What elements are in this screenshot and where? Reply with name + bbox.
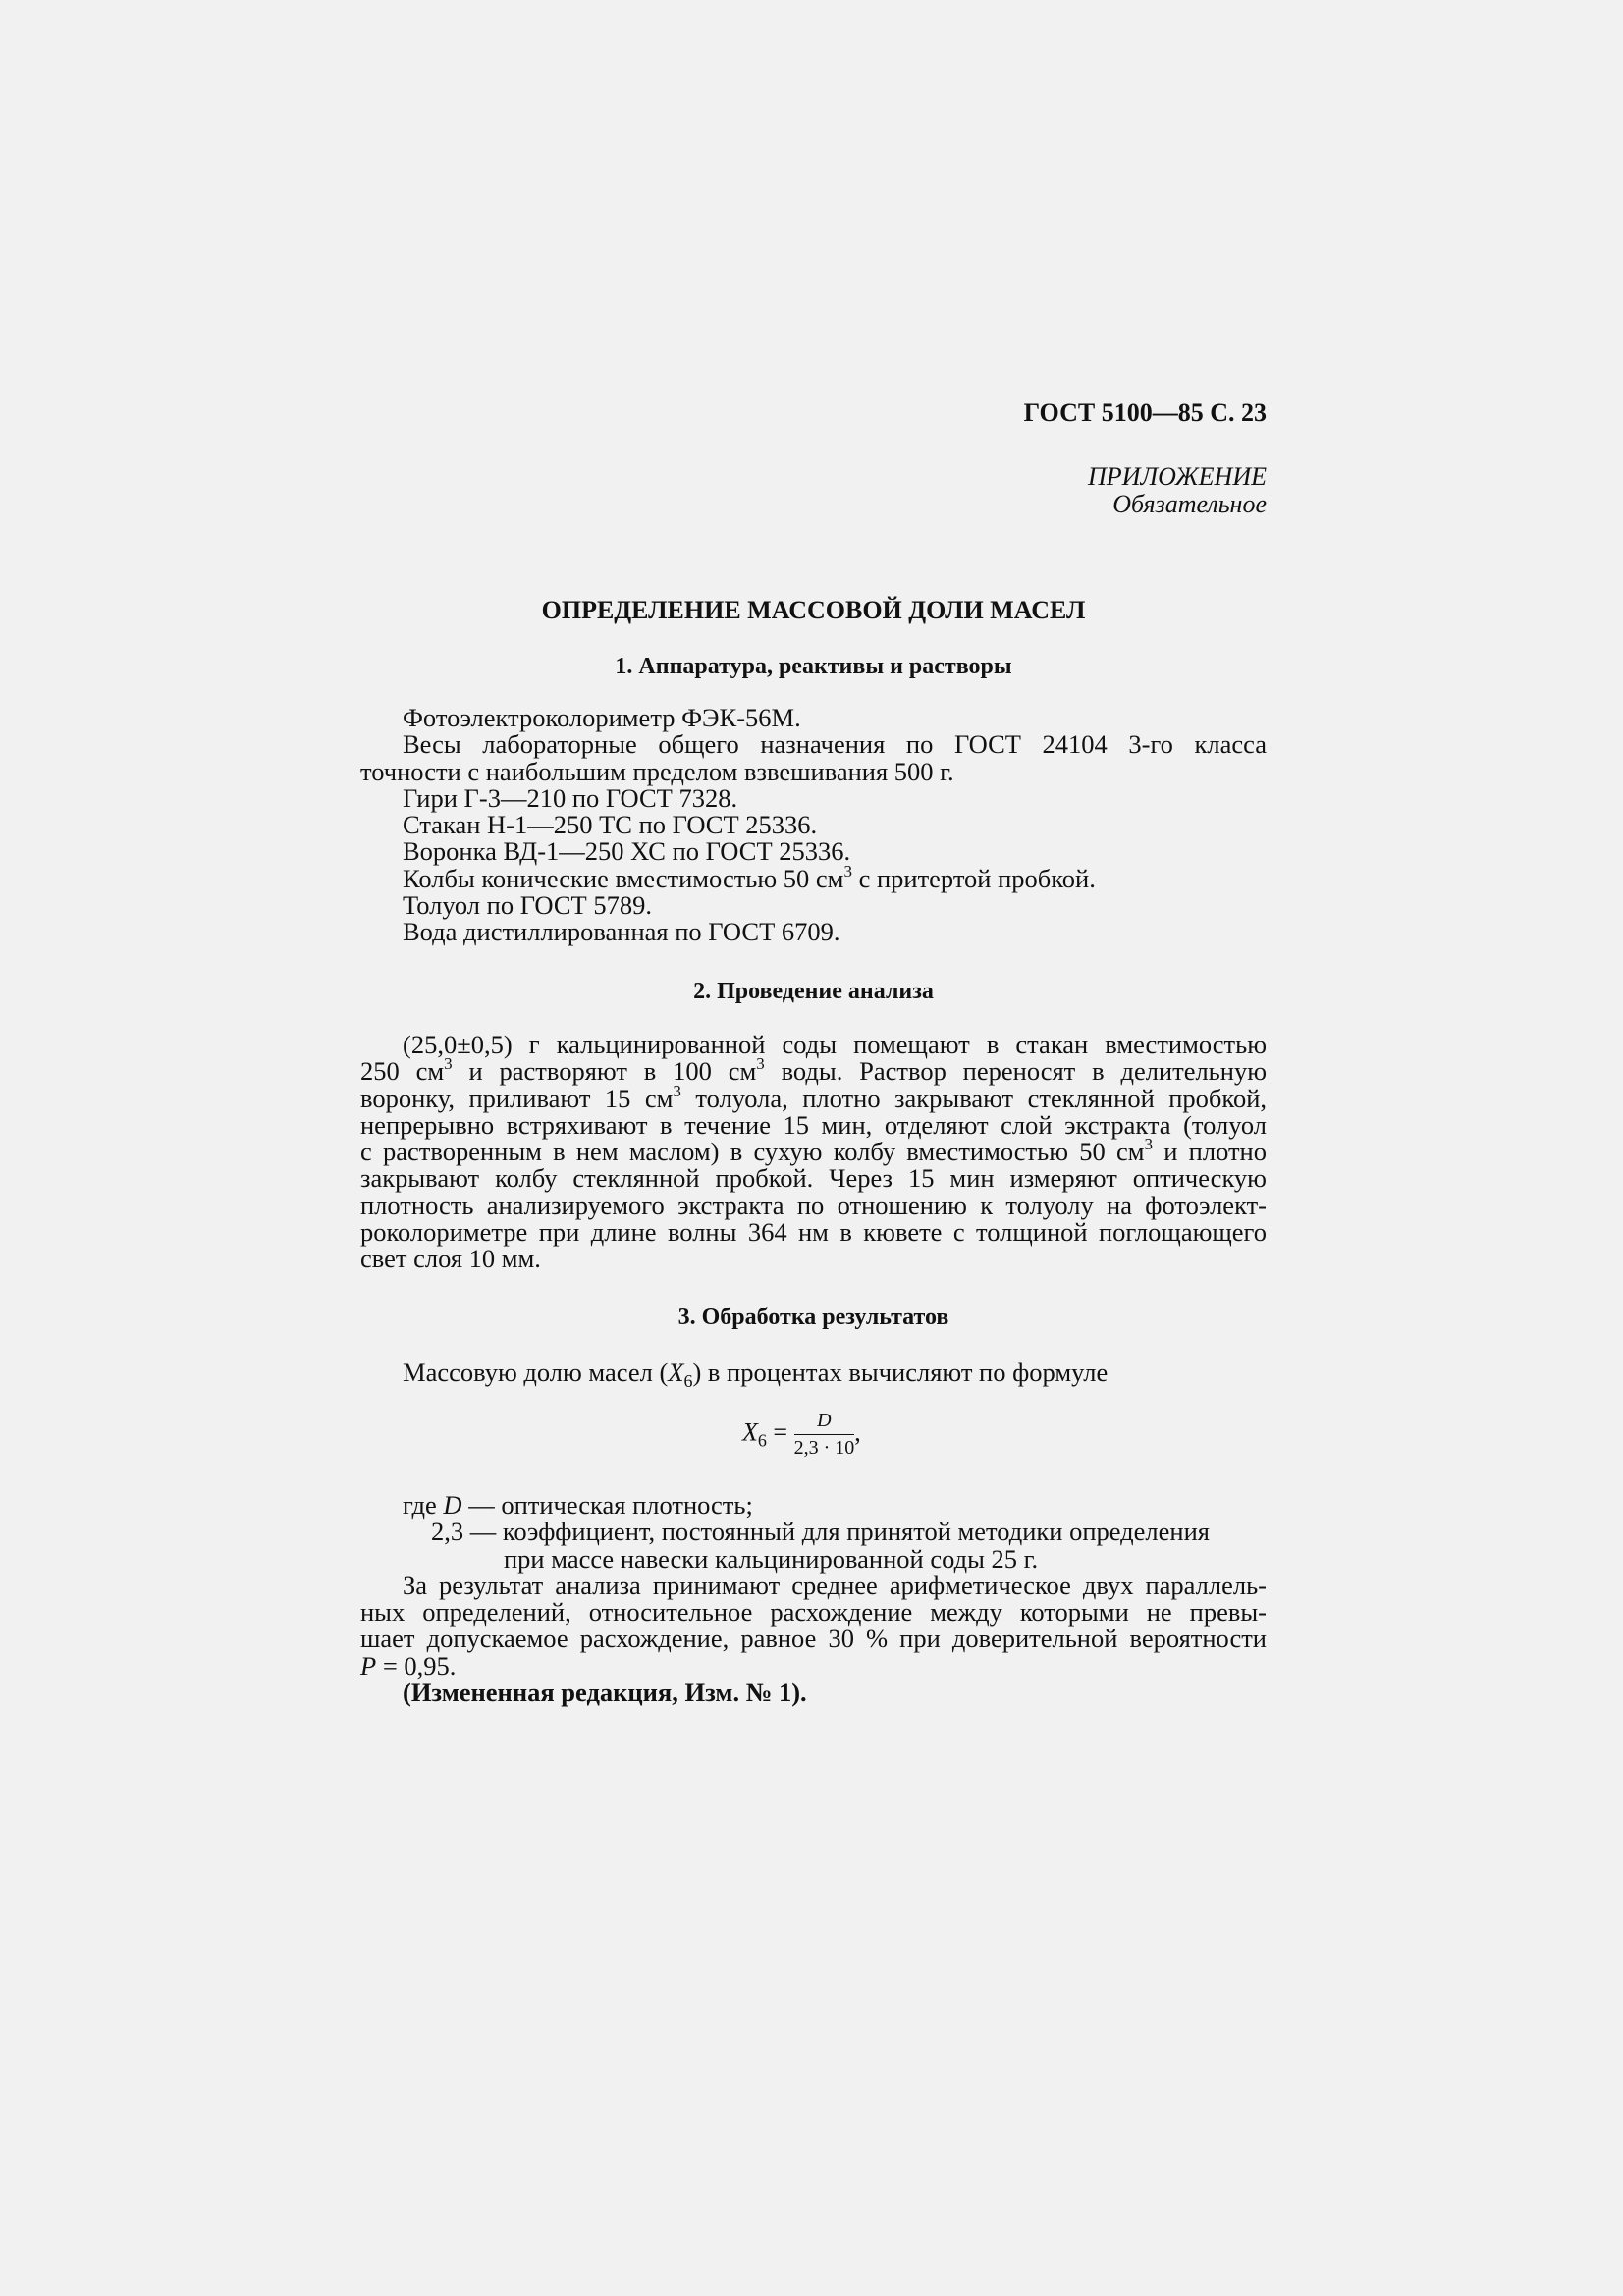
list-item: Гири Г-3—210 по ГОСТ 7328. [403,782,738,813]
paragraph-line: плотность анализируемого экстракта по отношению к толуолу на фотоэлект- [360,1190,1267,1220]
paragraph-line: ных определений, относительное расхождение между которыми не превы- [360,1597,1267,1628]
list-item: Стакан Н-1—250 ТС по ГОСТ 25336. [403,810,818,840]
appendix-label [360,463,1267,490]
section1-heading-text: 1. Аппаратура, реактивы и растворы [615,654,1012,679]
section2-heading [360,978,1267,1005]
where-line: где D — оптическая плотность; [403,1490,753,1520]
list-item-cont: точности с наибольшим пределом взвешивания 500 г. [360,756,954,786]
appendix-text: ПРИЛОЖЕНИЕ [1088,462,1267,491]
list-item: Воронка ВД-1—250 ХС по ГОСТ 25336. [403,836,851,867]
section2-heading-text: 2. Проведение анализа [693,979,934,1004]
page-title [360,596,1267,625]
coef-line: 2,3 — коэффициент, постоянный для принятой методики определения [431,1517,1210,1547]
section1-heading [360,653,1267,680]
paragraph-line: роколориметре при длине волны 364 нм в кювете с толщиной поглощающего [360,1217,1267,1248]
list-item: Толуол по ГОСТ 5789. [403,890,652,921]
paragraph-line: свет слоя 10 мм. [360,1244,541,1274]
where-block [360,1492,1267,1706]
appendix-status-text: Обязательное [1112,490,1267,518]
section3-heading [360,1304,1267,1331]
paragraph-line: с растворенным в нем маслом) в сухую колбу вместимостью 50 $см^3$ и плотно [360,1135,1267,1167]
amendment-note: (Измененная редакция, Изм. № 1). [403,1678,807,1708]
paragraph-line: 250 $см^3$ и растворяют в 100 $см^3$ воды. Раствор переносят в делительную [360,1054,1267,1087]
page-title-text: ОПРЕДЕЛЕНИЕ МАССОВОЙ ДОЛИ МАСЕЛ [541,596,1086,624]
paragraph-line: воронку, приливают 15 $см^3$ толуола, плотно закрывают стеклянной пробкой, [360,1081,1267,1113]
section1-body [360,705,1267,946]
paragraph-line: непрерывно встряхивают в течение 15 мин, отделяют слой экстракта (толуол [360,1109,1267,1140]
paragraph-line: P = 0,95. [360,1650,457,1681]
section3-heading-text: 3. Обработка результатов [677,1305,949,1330]
list-item: Весы лабораторные общего назначения по ГОСТ 24104 3-го класса [403,729,1267,760]
coef-line: при массе навески кальцинированной соды 25 г. [504,1543,1039,1574]
formula-fraction: $\frac{D}{2,3 \cdot 10}$ [793,1410,855,1459]
formula: $X_6$ = $\frac{D}{2,3 \cdot 10}$ , [742,1410,861,1459]
paragraph-line: (25,0±0,5) г кальцинированной соды помещают в стакан вместимостью [403,1030,1267,1059]
formula-intro: Массовую долю масел $(X_6)$ в процентах вычисляют по формуле [403,1358,1109,1391]
paragraph-line: закрывают колбу стеклянной пробкой. Через 15 мин измеряют оптическую [360,1163,1267,1194]
doc-reference [360,400,1267,426]
paragraph-line: шает допускаемое расхождение, равное 30 % при доверительной вероятности [360,1624,1267,1654]
appendix-status [360,491,1267,517]
doc-ref-text: ГОСТ 5100—85 С. 23 [1023,399,1267,427]
list-item: Колбы конические вместимостью 50 $см^3$ с притертой пробкой. [403,861,1096,893]
paragraph-line: За результат анализа принимают среднее арифметическое двух параллель- [403,1570,1267,1600]
list-item: Вода дистиллированная по ГОСТ 6709. [403,917,840,947]
section2-body [360,1032,1267,1273]
list-item: Фотоэлектроколориметр ФЭК-56М. [403,703,801,732]
